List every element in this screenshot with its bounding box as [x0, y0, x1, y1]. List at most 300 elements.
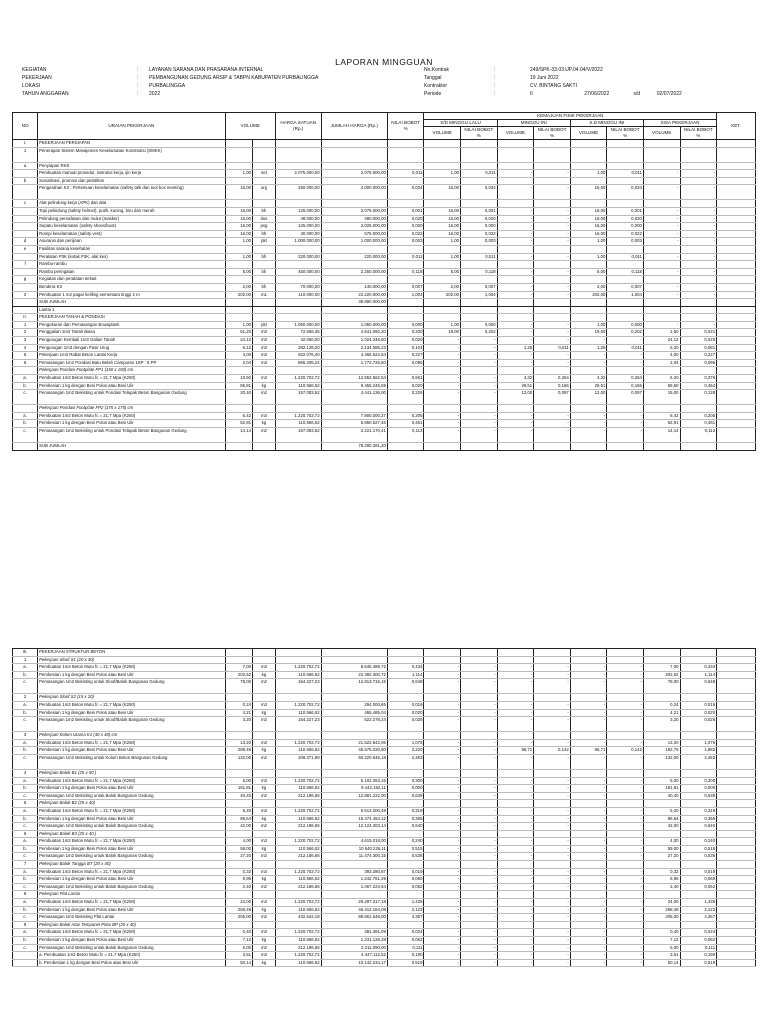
cell-no: [13, 367, 38, 375]
cell-bobot-minggu-ini: -: [534, 230, 571, 238]
cell-volume: 4,21: [225, 709, 252, 717]
cell-satuan: m3: [253, 375, 276, 383]
info-label: No.Kontrak: [424, 67, 450, 73]
cell-vol-minggu-ini: -: [497, 230, 534, 238]
info-value: PEMBANGUNAN GEDUNG ARSIP & TABPN KABUPATEN PURBALINGGA: [149, 75, 319, 81]
cell-vol-minggu-ini: [497, 367, 534, 375]
cell-ket: [717, 671, 756, 679]
cell-harga-satuan: 282.128,20: [275, 344, 321, 352]
cell-bobot-minggu-lalu: 1,004: [461, 291, 498, 299]
cell-vol-sisa: 59,00: [643, 845, 680, 853]
cell-vol-sisa: [643, 299, 680, 307]
cell-satuan: m2: [253, 792, 276, 800]
cell-vol-minggu-lalu: -: [424, 959, 461, 967]
cell-uraian: Pekerjaan Balok B2 (25 x 40): [38, 800, 225, 808]
subtotal-row: [13, 299, 756, 307]
cell-bobot: 1,076: [387, 739, 424, 747]
cell-volume: 61,20: [225, 329, 252, 337]
cell-bobot-minggu-ini: [534, 140, 571, 148]
cell-bobot-minggu-ini: [534, 405, 571, 413]
cell-jumlah-harga: 15.474.454,12: [321, 815, 387, 823]
cell-vol-minggu-lalu: -: [424, 944, 461, 952]
cell-vol-minggu-lalu: 16,00: [424, 185, 461, 200]
cell-vol-sisa: 24,00: [643, 899, 680, 907]
cell-bobot-sd-minggu-ini: -: [607, 823, 644, 831]
cell-jumlah-harga: [321, 367, 387, 375]
cell-no: e: [13, 245, 38, 253]
cell-bobot-sisa: [680, 830, 717, 838]
cell-bobot-sd-minggu-ini: -: [607, 717, 644, 732]
cell-vol-sd-minggu-ini: -: [570, 671, 607, 679]
cell-vol-sisa: 27,20: [643, 853, 680, 861]
cell-vol-sisa: 5,20: [643, 807, 680, 815]
cell-bobot-sisa: 0,376: [680, 375, 717, 383]
cell-vol-minggu-ini: [497, 769, 534, 777]
cell-bobot-sisa: 0,319: [680, 807, 717, 815]
cell-uraian: PEKERJAAN TANAH & PONDASI: [38, 314, 225, 322]
cell-jumlah-harga: 1.024.246,50: [321, 337, 387, 345]
cell-vol-sd-minggu-ini: -: [570, 679, 607, 694]
cell-jumlah-harga: 1.242.761,29: [321, 876, 387, 884]
cell-jumlah-harga: [321, 405, 387, 413]
cell-bobot: 0,118: [387, 268, 424, 276]
cell-uraian: Fasilitas sarana kesehatan: [38, 245, 225, 253]
cell-bobot-sd-minggu-ini: 0,007: [607, 283, 644, 291]
cell-bobot-sisa: 0,648: [680, 679, 717, 694]
cell-harga-satuan: 1.220.702,72: [275, 929, 321, 937]
cell-vol-sisa: [643, 261, 680, 269]
cell-bobot-minggu-lalu: [461, 140, 498, 148]
cell-volume: [225, 861, 252, 869]
cell-bobot: 0,640: [387, 823, 424, 831]
header-no: NO: [13, 113, 38, 140]
cell-bobot-minggu-ini: [534, 443, 571, 451]
cell-bobot-minggu-lalu: -: [461, 382, 498, 390]
cell-vol-minggu-ini: [497, 861, 534, 869]
cell-vol-sd-minggu-ini: [570, 861, 607, 869]
cell-volume: [225, 276, 252, 284]
cell-vol-sd-minggu-ini: [570, 694, 607, 702]
cell-vol-minggu-ini: -: [497, 291, 534, 299]
cell-ket: [717, 853, 756, 861]
cell-volume: 16,00: [225, 223, 252, 231]
cell-jumlah-harga: 1.231.126,28: [321, 937, 387, 945]
cell-vol-sd-minggu-ini: -: [570, 899, 607, 907]
info-row: [22, 82, 372, 90]
cell-harga-satuan: [275, 769, 321, 777]
cell-satuan: pkt: [253, 238, 276, 246]
cell-ket: [717, 891, 756, 899]
cell-vol-minggu-lalu: -: [424, 777, 461, 785]
cell-vol-minggu-lalu: [424, 140, 461, 148]
cell-no: c.: [13, 754, 38, 769]
cell-ket: [717, 929, 756, 937]
subtotal-row: [13, 443, 756, 451]
cell-bobot: [387, 921, 424, 929]
cell-jumlah-harga: 4.441.136,00: [321, 390, 387, 405]
cell-bobot-sd-minggu-ini: -: [607, 412, 644, 420]
cell-bobot-sisa: [680, 656, 717, 664]
cell-vol-minggu-ini: [497, 443, 534, 451]
cell-harga-satuan: [275, 261, 321, 269]
cell-bobot-minggu-ini: -: [534, 207, 571, 215]
cell-no: b.: [13, 747, 38, 755]
table-row: [13, 792, 756, 800]
table-row: [13, 140, 756, 148]
cell-bobot-minggu-lalu: [461, 830, 498, 838]
cell-bobot-minggu-lalu: [461, 261, 498, 269]
cell-bobot-minggu-ini: -: [534, 709, 571, 717]
table-row: [13, 185, 756, 200]
cell-jumlah-harga: 2.211.090,00: [321, 944, 387, 952]
cell-bobot-sd-minggu-ini: -: [607, 428, 644, 443]
cell-jumlah-harga: [321, 800, 387, 808]
cell-bobot-minggu-ini: [534, 649, 571, 657]
cell-bobot-minggu-ini: -: [534, 914, 571, 922]
cell-no: 3: [13, 337, 38, 345]
cell-bobot-minggu-ini: [534, 299, 571, 307]
cell-vol-sd-minggu-ini: 1,00: [570, 253, 607, 261]
info-colon: :: [494, 91, 496, 97]
cell-vol-minggu-lalu: [424, 921, 461, 929]
cell-vol-sd-minggu-ini: -: [570, 412, 607, 420]
cell-bobot: 0,003: [387, 238, 424, 246]
info-row: [424, 66, 744, 74]
cell-bobot-sisa: [680, 800, 717, 808]
cell-bobot-minggu-lalu: [461, 306, 498, 314]
table-row: [13, 390, 756, 405]
cell-vol-sisa: 0,32: [643, 868, 680, 876]
cell-harga-satuan: [275, 276, 321, 284]
cell-vol-minggu-lalu: -: [424, 412, 461, 420]
cell-bobot: 0,024: [387, 929, 424, 937]
cell-bobot-sd-minggu-ini: 0,011: [607, 344, 644, 352]
cell-bobot-minggu-lalu: -: [461, 906, 498, 914]
header-kemajuan: KEMAJUAN FISIK PEKERJAAN: [424, 113, 717, 120]
cell-ket: [717, 405, 756, 413]
cell-vol-minggu-ini: -: [497, 914, 534, 922]
cell-vol-minggu-lalu: 1,00: [424, 321, 461, 329]
cell-bobot-minggu-lalu: [461, 367, 498, 375]
header-minggu-lalu: S/D MINGGU LALU: [424, 120, 497, 127]
cell-bobot-sisa: 4,357: [680, 914, 717, 922]
cell-vol-minggu-ini: -: [497, 929, 534, 937]
cell-bobot-minggu-ini: -: [534, 329, 571, 337]
cell-bobot-minggu-ini: -: [534, 671, 571, 679]
cell-bobot: 0,319: [387, 807, 424, 815]
cell-bobot-sd-minggu-ini: [607, 200, 644, 208]
cell-ket: [717, 800, 756, 808]
cell-satuan: [253, 861, 276, 869]
table-row: [13, 906, 756, 914]
cell-bobot: 0,020: [387, 709, 424, 717]
cell-vol-minggu-lalu: [424, 769, 461, 777]
table-row: [13, 709, 756, 717]
cell-bobot: [387, 177, 424, 185]
cell-jumlah-harga: 6.102.363,16: [321, 777, 387, 785]
cell-no: 5: [13, 800, 38, 808]
cell-vol-sd-minggu-ini: [570, 276, 607, 284]
cell-bobot: [387, 306, 424, 314]
table-row: [13, 921, 756, 929]
cell-no: [13, 223, 38, 231]
cell-bobot: 0,111: [387, 944, 424, 952]
cell-bobot-sisa: 0,227: [680, 352, 717, 360]
cell-bobot-sisa: 0,026: [680, 717, 717, 732]
cell-bobot: 0,011: [387, 170, 424, 178]
cell-uraian: Pembuatan manual prosedur, instruksi kerja, ijin kerja: [38, 170, 225, 178]
cell-harga-satuan: [275, 162, 321, 170]
cell-vol-sd-minggu-ini: -: [570, 952, 607, 960]
cell-ket: [717, 861, 756, 869]
info-colon: :: [494, 83, 496, 89]
cell-uraian: Kegiatan dan peralatan terkait: [38, 276, 225, 284]
table-row: [13, 177, 756, 185]
cell-bobot-minggu-ini: -: [534, 412, 571, 420]
cell-volume: 205,00: [225, 914, 252, 922]
table-row: [13, 959, 756, 967]
cell-bobot-minggu-lalu: -: [461, 845, 498, 853]
cell-bobot-sisa: [680, 177, 717, 185]
table-row: [13, 245, 756, 253]
cell-bobot-sisa: 0,519: [680, 959, 717, 967]
cell-bobot-minggu-ini: -: [534, 937, 571, 945]
table-row: [13, 207, 756, 215]
cell-no: d: [13, 238, 38, 246]
cell-bobot-minggu-lalu: -: [461, 959, 498, 967]
cell-jumlah-harga: 4.541.060,20: [321, 329, 387, 337]
info-value: LAYANAN SARANA DAN PRASARANA INTERNAL: [149, 67, 264, 73]
cell-harga-satuan: [275, 649, 321, 657]
cell-volume: 6,12: [225, 344, 252, 352]
cell-volume: 86,64: [225, 815, 252, 823]
cell-jumlah-harga: 522.278,24: [321, 717, 387, 732]
cell-volume: 258,48: [225, 906, 252, 914]
cell-vol-minggu-lalu: -: [424, 747, 461, 755]
cell-harga-satuan: [275, 299, 321, 307]
cell-vol-minggu-lalu: -: [424, 420, 461, 428]
cell-vol-sisa: 2,40: [643, 883, 680, 891]
cell-vol-sisa: 4,21: [643, 709, 680, 717]
cell-harga-satuan: 250.000,00: [275, 185, 321, 200]
cell-vol-minggu-lalu: 1,00: [424, 170, 461, 178]
cell-no: c.: [13, 883, 38, 891]
cell-bobot-minggu-ini: -: [534, 952, 571, 960]
cell-vol-minggu-ini: -: [497, 679, 534, 694]
cell-ket: [717, 207, 756, 215]
cell-bobot-sisa: [680, 299, 717, 307]
cell-volume: 2,00: [225, 283, 252, 291]
cell-no: b.: [13, 906, 38, 914]
report-info-left: [22, 66, 372, 98]
cell-no: b.: [13, 937, 38, 945]
cell-no: a.: [13, 838, 38, 846]
cell-vol-sisa: 42,00: [643, 823, 680, 831]
cell-vol-sd-minggu-ini: [570, 261, 607, 269]
cell-bobot: 1,004: [387, 291, 424, 299]
cell-bobot: [387, 732, 424, 740]
cell-bobot-sd-minggu-ini: -: [607, 664, 644, 672]
cell-bobot-sisa: [680, 140, 717, 148]
cell-satuan: pkt: [253, 321, 276, 329]
table-row: [13, 314, 756, 322]
cell-bobot-minggu-lalu: -: [461, 853, 498, 861]
cell-vol-minggu-ini: 1,25: [497, 344, 534, 352]
cell-vol-sd-minggu-ini: 96,71: [570, 747, 607, 755]
cell-jumlah-harga: 392.280,87: [321, 868, 387, 876]
header-sub-bobot: NILAI BOBOT %: [607, 127, 644, 140]
cell-vol-sisa: 7,12: [643, 937, 680, 945]
cell-vol-minggu-lalu: -: [424, 428, 461, 443]
cell-bobot: 0,026: [387, 717, 424, 732]
cell-harga-satuan: [275, 800, 321, 808]
cell-volume: [225, 800, 252, 808]
cell-vol-minggu-lalu: [424, 276, 461, 284]
table-row: [13, 200, 756, 208]
cell-jumlah-harga: 2.134.085,23: [321, 344, 387, 352]
info-row: [22, 66, 372, 74]
cell-bobot-minggu-ini: [534, 830, 571, 838]
cell-ket: [717, 777, 756, 785]
cell-uraian: Pembesian 1 kg dengan Besi Polos atau Besi Ulir: [38, 876, 225, 884]
cell-bobot-sd-minggu-ini: -: [607, 815, 644, 823]
cell-vol-sisa: [643, 314, 680, 322]
cell-bobot-sisa: 0,052: [680, 883, 717, 891]
cell-uraian: Topi pelindung (safety helmet), putih, kuning, biru dan merah: [38, 207, 225, 215]
cell-jumlah-harga: [321, 140, 387, 148]
cell-bobot: 0,200: [387, 329, 424, 337]
cell-bobot-sisa: -: [680, 223, 717, 231]
cell-bobot-minggu-ini: -: [534, 215, 571, 223]
cell-uraian: Pekerjaan Pondasi Footplate FP1 (150 x 150) cm: [38, 367, 225, 375]
cell-no: a.: [13, 375, 38, 383]
cell-vol-minggu-ini: [497, 314, 534, 322]
cell-satuan: m2: [253, 679, 276, 694]
cell-no: 1: [13, 656, 38, 664]
cell-vol-minggu-ini: -: [497, 838, 534, 846]
cell-vol-minggu-lalu: -: [424, 664, 461, 672]
cell-bobot-minggu-ini: [534, 276, 571, 284]
cell-uraian: Pemasangan 1m2 Bekisting untuk Balok Bangunan Gedung: [38, 853, 225, 861]
info-colon: :: [137, 67, 139, 73]
cell-volume: 3,20: [225, 717, 252, 732]
cell-bobot-sd-minggu-ini: [607, 147, 644, 162]
cell-vol-sd-minggu-ini: -: [570, 785, 607, 793]
cell-satuan: m3: [253, 929, 276, 937]
table-row: [13, 428, 756, 443]
cell-satuan: [253, 147, 276, 162]
cell-vol-sd-minggu-ini: 16,00: [570, 215, 607, 223]
cell-uraian: Pembuatan 1m3 Beton Mutu fc = 21,7 Mpa (K250): [38, 777, 225, 785]
cell-uraian: Pemasangan 1m2 Bekisting untuk Balok Bangunan Gedung: [38, 823, 225, 831]
cell-vol-sisa: [643, 921, 680, 929]
cell-jumlah-harga: 50.220.646,18: [321, 754, 387, 769]
cell-uraian: Rambu peringatan: [38, 268, 225, 276]
cell-bobot-sisa: [680, 732, 717, 740]
cell-satuan: [253, 649, 276, 657]
cell-vol-sd-minggu-ini: 12,00: [570, 390, 607, 405]
cell-bobot-minggu-lalu: [461, 443, 498, 451]
cell-bobot: 0,020: [387, 215, 424, 223]
cell-vol-sisa: 3,51: [643, 952, 680, 960]
progress-table: [12, 112, 756, 451]
cell-harga-satuan: 40.000,00: [275, 230, 321, 238]
cell-vol-sisa: [643, 649, 680, 657]
cell-harga-satuan: 110.566,52: [275, 671, 321, 679]
cell-vol-minggu-ini: -: [497, 868, 534, 876]
cell-bobot-minggu-ini: [534, 314, 571, 322]
table-row: [13, 656, 756, 664]
cell-jumlah-harga: 481.361,09: [321, 929, 387, 937]
cell-vol-sisa: [643, 276, 680, 284]
cell-vol-minggu-ini: [497, 245, 534, 253]
cell-bobot-sd-minggu-ini: 0,118: [607, 268, 644, 276]
cell-satuan: kg: [253, 671, 276, 679]
cell-bobot-minggu-lalu: -: [461, 747, 498, 755]
cell-bobot-minggu-lalu: 0,011: [461, 253, 498, 261]
cell-volume: 4,00: [225, 838, 252, 846]
cell-harga-satuan: 48.000,00: [275, 215, 321, 223]
cell-bobot: 0,020: [387, 382, 424, 390]
cell-bobot-minggu-ini: 0,011: [534, 344, 571, 352]
cell-jumlah-harga: 12.881.222,00: [321, 792, 387, 800]
cell-bobot-minggu-lalu: [461, 314, 498, 322]
cell-bobot-sd-minggu-ini: 0,011: [607, 170, 644, 178]
cell-jumlah-harga: 2.221.170,41: [321, 428, 387, 443]
cell-vol-minggu-lalu: -: [424, 671, 461, 679]
cell-vol-minggu-ini: -: [497, 253, 534, 261]
cell-harga-satuan: 450.000,00: [275, 268, 321, 276]
cell-vol-minggu-lalu: [424, 299, 461, 307]
cell-jumlah-harga: [321, 306, 387, 314]
cell-uraian: PEKERJAAN PERSIAPAN: [38, 140, 225, 148]
cell-satuan: [253, 261, 276, 269]
cell-jumlah-harga: 480.000,00: [321, 215, 387, 223]
cell-bobot-sd-minggu-ini: 0,034: [607, 185, 644, 200]
cell-ket: [717, 899, 756, 907]
cell-satuan: [253, 140, 276, 148]
cell-harga-satuan: 220.000,00: [275, 253, 321, 261]
cell-jumlah-harga: 2.075.000,00: [321, 207, 387, 215]
cell-bobot-minggu-lalu: -: [461, 876, 498, 884]
cell-bobot-minggu-lalu: 0,034: [461, 185, 498, 200]
cell-bobot-sd-minggu-ini: -: [607, 937, 644, 945]
cell-volume: 40,40: [225, 792, 252, 800]
cell-bobot-sd-minggu-ini: 0,166: [607, 382, 644, 390]
cell-harga-satuan: 157.083,52: [275, 390, 321, 405]
header-sisa: SISA PEKERJAAN: [643, 120, 716, 127]
cell-volume: [225, 177, 252, 185]
cell-ket: [717, 162, 756, 170]
cell-volume: 24,12: [225, 337, 252, 345]
table-row: [13, 891, 756, 899]
cell-jumlah-harga: 5.850.527,46: [321, 420, 387, 428]
cell-harga-satuan: 110.566,52: [275, 420, 321, 428]
cell-satuan: m3: [253, 739, 276, 747]
table-row: [13, 868, 756, 876]
cell-vol-minggu-ini: [497, 649, 534, 657]
cell-harga-satuan: 110.566,52: [275, 747, 321, 755]
cell-no: b: [13, 177, 38, 185]
table-row: [13, 914, 756, 922]
cell-bobot-minggu-lalu: [461, 299, 498, 307]
cell-volume: 24,00: [225, 899, 252, 907]
cell-bobot-sd-minggu-ini: -: [607, 777, 644, 785]
cell-no: II.: [13, 314, 38, 322]
cell-vol-sisa: [643, 306, 680, 314]
cell-bobot-sisa: -: [680, 291, 717, 299]
cell-harga-satuan: 1.220.702,72: [275, 701, 321, 709]
